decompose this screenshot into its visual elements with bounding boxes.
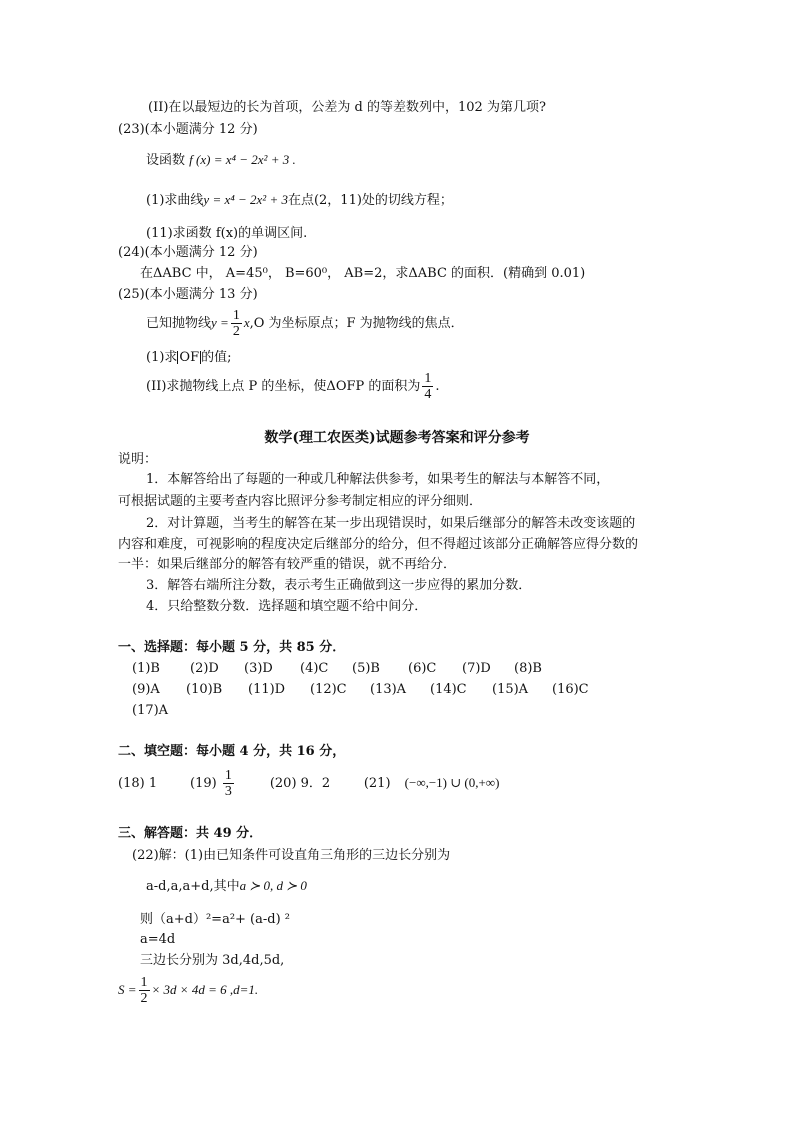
section1-title: 一、选择题：每小题 5 分，共 85 分． [118,640,346,655]
choice-answer: (9)A [132,682,160,697]
q25-intro [146,306,464,341]
solution-6-num: 1 [140,975,148,990]
choice-answer: (13)A [370,682,407,697]
q25-ii-num: 1 [424,371,432,386]
choice-answer: (5)B [352,661,380,676]
solution-6-post: × 3d × 4d = 6 ,d=1. [151,982,259,997]
choice-answer: (12)C [310,682,347,697]
q25-ii-post: . [435,379,440,394]
solution-line-5: 三边长分别为 3d,4d,5d, [140,953,285,968]
fill-answers [118,764,499,803]
choice-answer: (4)C [300,661,329,676]
fill-answer-21-label: (21) [363,776,391,791]
fill-answer-20: (20) 9．2 [269,776,331,791]
q25-frac-den: 2 [232,324,240,339]
note-2c: 一半：如果后继部分的解答有较严重的错误，就不再给分． [118,557,457,572]
choice-answer: (8)B [514,661,542,676]
q23-function: f (x) = x⁴ − 2x² + 3 . [189,152,296,167]
q25-fraction [231,308,242,339]
fill-answer-19-label: (19) [190,776,217,791]
q25-ii-fraction [422,371,433,402]
choice-row-2 [132,682,589,698]
fill-19-den: 3 [224,784,232,799]
note-2a: 2．对计算题，当考生的解答在某一步出现错误时，如果后继部分的解答未改变该题的 [146,516,636,531]
choice-answer: (1)B [132,661,160,676]
note-1b: 可根据试题的主要考查内容比照评分参考制定相应的评分细则． [118,494,483,509]
q23-i-post: 在点(2，11)处的切线方程； [287,193,453,208]
q25-header: (25)(本小题满分 13 分) [118,287,258,302]
choice-answer: (7)D [462,661,491,676]
solution-line-2 [146,878,307,895]
solution-2-condition: a ≻ 0, d ≻ 0 [239,878,307,893]
q24-header: (24)(本小题满分 12 分) [118,245,258,260]
q25-intro-post: ,O 为坐标原点；F 为抛物线的焦点． [249,316,464,331]
choice-answer: (14)C [430,682,467,697]
q23-intro [146,152,296,169]
notes-label: 说明： [118,452,158,467]
choice-answer: (11)D [248,682,286,697]
choice-answer: (15)A [492,682,529,697]
solution-6-pre: S = [118,982,137,997]
fill-answer-21-value: (−∞,−1) ∪ (0,+∞) [404,775,500,790]
q24-body: 在ΔABC 中， A=45⁰， B=60⁰， AB=2，求ΔABC 的面积．(精确到 0.01) [140,266,586,281]
fill-answer-18: (18) 1 [118,776,158,791]
q23-intro-text: 设函数 [146,153,186,168]
q25-abs-of: OF [179,350,200,365]
choice-row-1 [132,661,542,677]
q25-y-eq: y = [211,315,229,330]
solution-6-fraction [139,975,150,1006]
note-2b: 内容和难度，可视影响的程度决定后继部分的给分，但不得超过该部分正确解答应得分数的 [118,537,639,552]
solution-line-3: 则（a+d）²=a²+ (a-d) ² [140,912,291,927]
solution-line-6 [118,970,258,1011]
solution-line-1: (22)解：(1)由已知条件可设直角三角形的三边长分别为 [132,848,451,863]
q23-header: (23)(本小题满分 12 分) [118,122,258,137]
q23-curve: y = x⁴ − 2x² + 3 [203,192,288,207]
solution-line-4: a=4d [140,932,176,947]
q23-i-pre: (1)求曲线 [146,193,204,208]
choice-row-3: (17)A [132,703,169,718]
choice-answer: (6)C [408,661,437,676]
note-3: 3．解答右端所注分数，表示考生正确做到这一步应得的累加分数． [146,578,532,593]
section2-title: 二、填空题：每小题 4 分，共 16 分， [118,744,346,759]
solution-6-den: 2 [140,991,148,1006]
q25-part-ii [146,368,440,406]
q22-part-ii: (II)在以最短边的长为首项，公差为 d 的等差数列中，102 为第几项? [148,100,546,115]
section3-title: 三、解答题：共 49 分． [118,826,263,841]
choice-answer: (2)D [190,661,219,676]
q25-intro-pre: 已知抛物线 [146,316,212,331]
answer-title: 数学(理工农医类)试题参考答案和评分参考 [264,430,530,446]
q25-ii-den: 4 [424,387,432,402]
note-4: 4．只给整数分数．选择题和填空题不给中间分． [146,599,428,614]
solution-2-pre: a-d,a,a+d,其中 [146,879,240,894]
q25-x-var: x [243,315,250,330]
q25-part-i [146,350,232,366]
q25-i-pre: (1)求 [146,350,178,365]
choice-answer: (10)B [186,682,223,697]
q23-part-ii: (11)求函数 f(x)的单调区间. [146,226,308,241]
choice-answer: (16)C [552,682,589,697]
fill-19-num: 1 [224,768,232,783]
q23-part-i [146,192,453,209]
q25-ii-pre: (II)求抛物线上点 P 的坐标，使ΔOFP 的面积为 [146,379,421,394]
note-1a: 1．本解答给出了每题的一种或几种解法供参考，如果考生的解法与本解答不同， [146,472,610,487]
fill-answer-19-fraction [223,768,234,799]
q25-frac-num: 1 [232,308,240,323]
choice-answer: (3)D [244,661,273,676]
q25-i-post: 的值; [201,350,232,365]
